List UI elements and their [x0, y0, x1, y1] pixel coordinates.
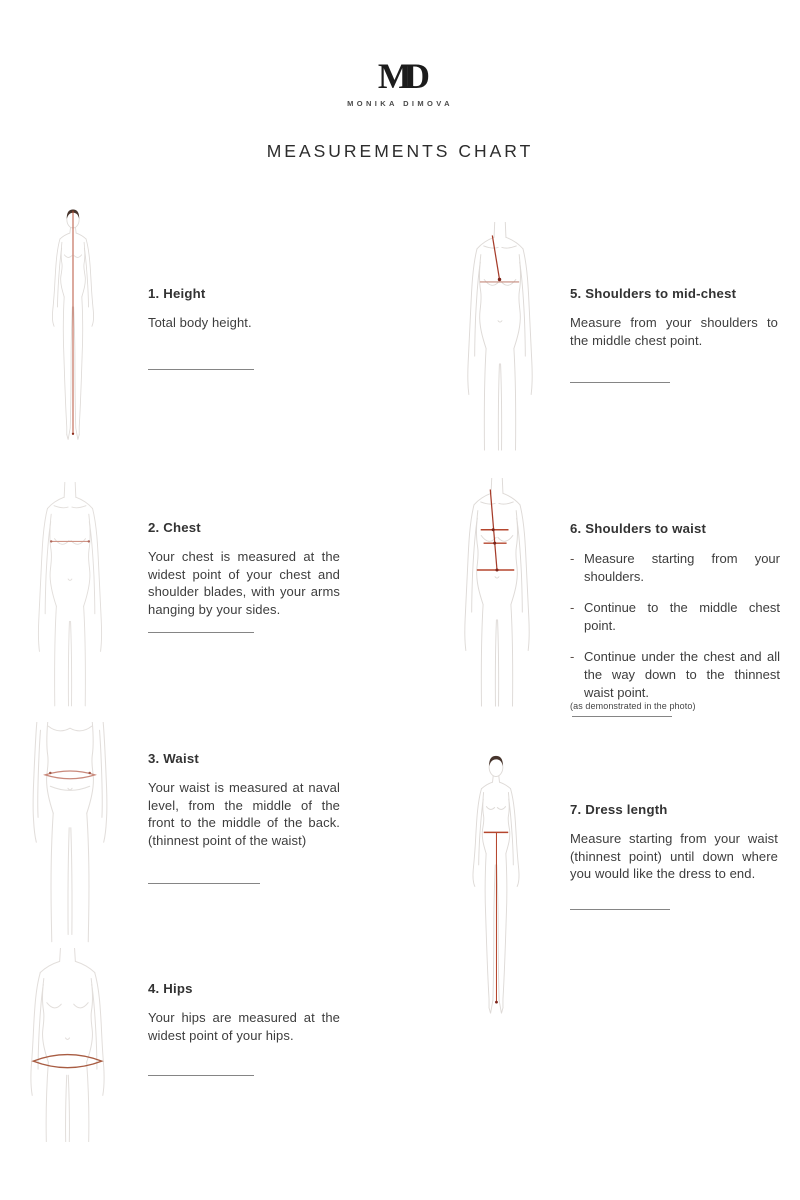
torso-shoulder-waist-figure-icon	[449, 478, 545, 708]
bullet-text: Continue to the middle chest point.	[584, 600, 780, 633]
page-title: MEASUREMENTS CHART	[266, 141, 534, 161]
bullet-dash: -	[570, 600, 575, 616]
section-dress-length	[570, 802, 778, 883]
bullet-item	[570, 648, 780, 701]
torso-hips-figure-icon	[2, 948, 133, 1142]
measurement-blank-line	[148, 369, 254, 370]
torso-shoulder-chest-figure-icon	[452, 222, 548, 452]
bullet-item	[570, 599, 780, 634]
bullet-dash: -	[570, 551, 575, 566]
brand-name: MONIKA DIMOVA	[347, 99, 453, 108]
figure-dress-length-illustration	[449, 753, 543, 1035]
section-description: Measure starting from your waist (thinnest point) until down where you would like the dress to end.	[570, 831, 778, 882]
figure-shoulders-to-mid-chest-illustration	[452, 222, 548, 452]
figure-height-illustration	[31, 207, 115, 459]
section-waist	[148, 751, 340, 849]
section-note: (as demonstrated in the photo)	[570, 701, 696, 712]
full-body-height-figure-icon	[31, 207, 115, 459]
measurement-blank-line	[148, 632, 254, 633]
measurement-blank-line	[570, 382, 670, 383]
section-heading: 7. Dress length	[570, 802, 668, 817]
section-heading: 1. Height	[148, 286, 206, 301]
bullet-text: Measure starting from your shoulders.	[584, 551, 780, 584]
section-chest	[148, 520, 340, 618]
section-heading: 6. Shoulders to waist	[570, 521, 707, 536]
torso-chest-figure-icon	[23, 482, 117, 708]
section-heading: 2. Chest	[148, 520, 201, 535]
section-height	[148, 286, 338, 332]
section-description: Total body height.	[148, 315, 252, 330]
section-description: Your chest is measured at the widest point of your chest and shoulder blades, with your arms hanging by your sides.	[148, 549, 340, 617]
figure-waist-illustration	[13, 722, 127, 950]
bullet-item	[570, 550, 780, 585]
brand-logo: MD	[377, 56, 423, 96]
bullet-text: Continue under the chest and all the way down to the thinnest waist point.	[584, 649, 780, 700]
figure-shoulders-to-waist-illustration	[449, 478, 545, 708]
section-heading: 3. Waist	[148, 751, 199, 766]
section-shoulders-to-mid-chest	[570, 286, 778, 349]
full-body-dress-length-figure-icon	[449, 753, 543, 1035]
measurement-blank-line	[572, 716, 672, 717]
measurement-blank-line	[148, 1075, 254, 1076]
section-heading: 4. Hips	[148, 981, 193, 996]
section-heading: 5. Shoulders to mid-chest	[570, 286, 737, 301]
section-bullet-list	[570, 550, 780, 701]
section-shoulders-to-waist	[570, 521, 780, 711]
figure-hips-illustration	[2, 948, 133, 1142]
figure-chest-illustration	[23, 482, 117, 708]
measurement-blank-line	[148, 883, 260, 884]
lower-body-waist-figure-icon	[13, 722, 127, 950]
measurement-blank-line	[570, 909, 670, 910]
section-description: Your hips are measured at the widest point of your hips.	[148, 1010, 340, 1043]
bullet-dash: -	[570, 649, 575, 665]
section-description: Your waist is measured at naval level, from the middle of the front to the middle of the back. (thinnest point of the waist)	[148, 780, 340, 848]
section-hips	[148, 981, 340, 1044]
section-description: Measure from your shoulders to the middle chest point.	[570, 315, 778, 348]
